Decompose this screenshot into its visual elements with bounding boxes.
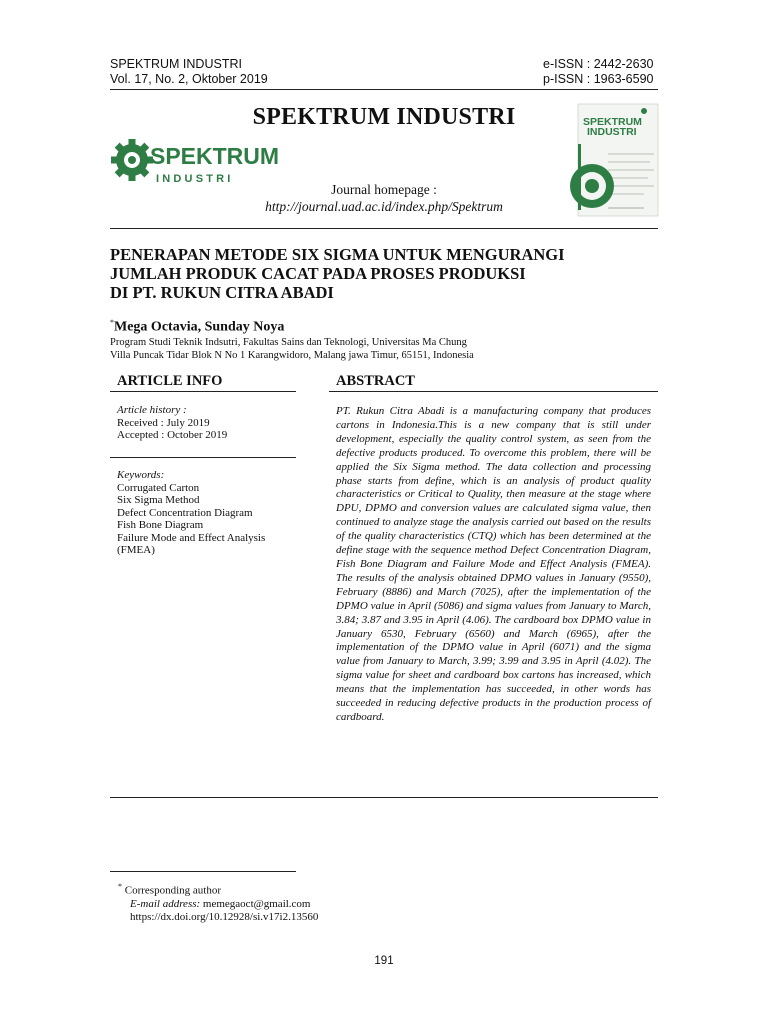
keyword-item: Six Sigma Method xyxy=(117,494,200,506)
svg-text:INDUSTRI: INDUSTRI xyxy=(587,126,637,138)
received-date: Received : July 2019 xyxy=(117,416,210,429)
eissn: e-ISSN : 2442-2630 xyxy=(543,57,654,71)
email-label: E-mail address: xyxy=(130,897,201,910)
paper-title-line: DI PT. RUKUN CITRA ABADI xyxy=(110,283,334,302)
keyword-item: (FMEA) xyxy=(117,544,155,556)
email-address[interactable]: memegaoct@gmail.com xyxy=(202,897,311,910)
authors xyxy=(110,318,284,336)
running-header-right xyxy=(543,57,654,87)
affiliation-line: Program Studi Teknik Indsutri, Fakultas Sains dan Teknologi, Universitas Ma Chung xyxy=(110,337,467,348)
masthead-rule xyxy=(110,228,658,229)
footnote-rule xyxy=(110,871,296,872)
abstract-text: PT. Rukun Citra Abadi is a manufacturing company that produces cartons in Indonesia.This is a new company that is still under development, especially the quality control system, as seen from the defective products produced. To overcome this problem, there will be applied the Six Sigma method. The data collection and processing phase starts from define, which is an analysis of product quality characteristics or Critical to Quality, then measure at the stage where DPU, DPMO and conversion values are calculated sigma value, then continued to analyze stage the analysis carried out based on the results of the quality characteristics (CTQ) which has been determined at the define stage with the sequence method Defect Concentration Diagram, Fish Bone Diagram and Failure Mode and Effect Analysis (FMEA). The results of the analysis obtained DPMO values in January (9550), February (8886) and March (7025), after the implementation of the DPMO value in April (5086) and sigma values from January to March, 3.84; 3.87 and 3.95 in April (4.06). The cardboard box DPMO value in January 6530, February (6560) and March (6965), after the implementation of the DPMO value in April (6071) and the sigma value from January to March, 3.99; 3.99 and 3.95 in April (4.02). The sigma value for sheet and cardboard box cartons has increased, which means that the implementation has succeeded, in other words has succeeded in reducing defective products in the production process of cardboard. xyxy=(336,405,651,723)
affiliation xyxy=(110,336,474,362)
author-names: Mega Octavia, Sunday Noya xyxy=(114,319,285,335)
corresponding-author-label: Corresponding author xyxy=(124,884,221,897)
keywords-label: Keywords: xyxy=(117,469,165,481)
history-label: Article history : xyxy=(117,404,187,416)
page-number: 191 xyxy=(374,955,394,967)
paper-title-line: JUMLAH PRODUK CACAT PADA PROSES PRODUKSI xyxy=(110,264,526,283)
journal-cover xyxy=(578,104,658,216)
journal-title: SPEKTRUM INDUSTRI xyxy=(252,104,516,130)
header-rule xyxy=(110,89,658,90)
journal-homepage xyxy=(200,181,568,215)
email-line xyxy=(118,898,318,911)
article-info-rule xyxy=(110,391,296,392)
article-history xyxy=(117,404,227,442)
affiliation-line: Villa Puncak Tidar Blok N No 1 Karangwidoro, Malang jawa Timur, 65151, Indonesia xyxy=(110,350,474,361)
running-header-left xyxy=(110,57,268,87)
keyword-item: Corrugated Carton xyxy=(117,481,200,494)
svg-text:SPEKTRUM: SPEKTRUM xyxy=(583,116,642,128)
footnote-mark: * xyxy=(118,882,122,891)
doi-link[interactable]: https://dx.doi.org/10.12928/si.v17i2.13560 xyxy=(130,910,319,923)
keywords-block xyxy=(117,469,265,557)
abstract-rule xyxy=(329,391,658,392)
corresponding-mark: * xyxy=(110,318,114,327)
keyword-item: Defect Concentration Diagram xyxy=(117,506,253,519)
corresponding-author xyxy=(118,880,318,898)
running-journal-name: SPEKTRUM INDUSTRI xyxy=(110,57,242,71)
abstract-heading: ABSTRACT xyxy=(336,373,415,389)
cover-image-icon xyxy=(578,104,658,216)
accepted-date: Accepted : October 2019 xyxy=(117,429,228,441)
history-rule xyxy=(110,457,296,458)
running-volume: Vol. 17, No. 2, Oktober 2019 xyxy=(110,72,268,86)
homepage-label: Journal homepage : xyxy=(331,182,437,197)
footnote xyxy=(118,880,318,924)
paper-title xyxy=(110,245,650,302)
abstract-end-rule xyxy=(110,797,658,798)
svg-text:SPEKTRUM: SPEKTRUM xyxy=(150,143,280,169)
keyword-item: Fish Bone Diagram xyxy=(117,519,204,531)
homepage-url[interactable]: http://journal.uad.ac.id/index.php/Spektrum xyxy=(265,199,503,214)
svg-text:INDUSTRI: INDUSTRI xyxy=(156,173,234,185)
article-info-heading: ARTICLE INFO xyxy=(117,373,223,389)
pissn: p-ISSN : 1963-6590 xyxy=(543,72,654,86)
keyword-item: Failure Mode and Effect Analysis xyxy=(117,531,266,544)
paper-title-line: PENERAPAN METODE SIX SIGMA UNTUK MENGURANGI xyxy=(110,245,565,264)
